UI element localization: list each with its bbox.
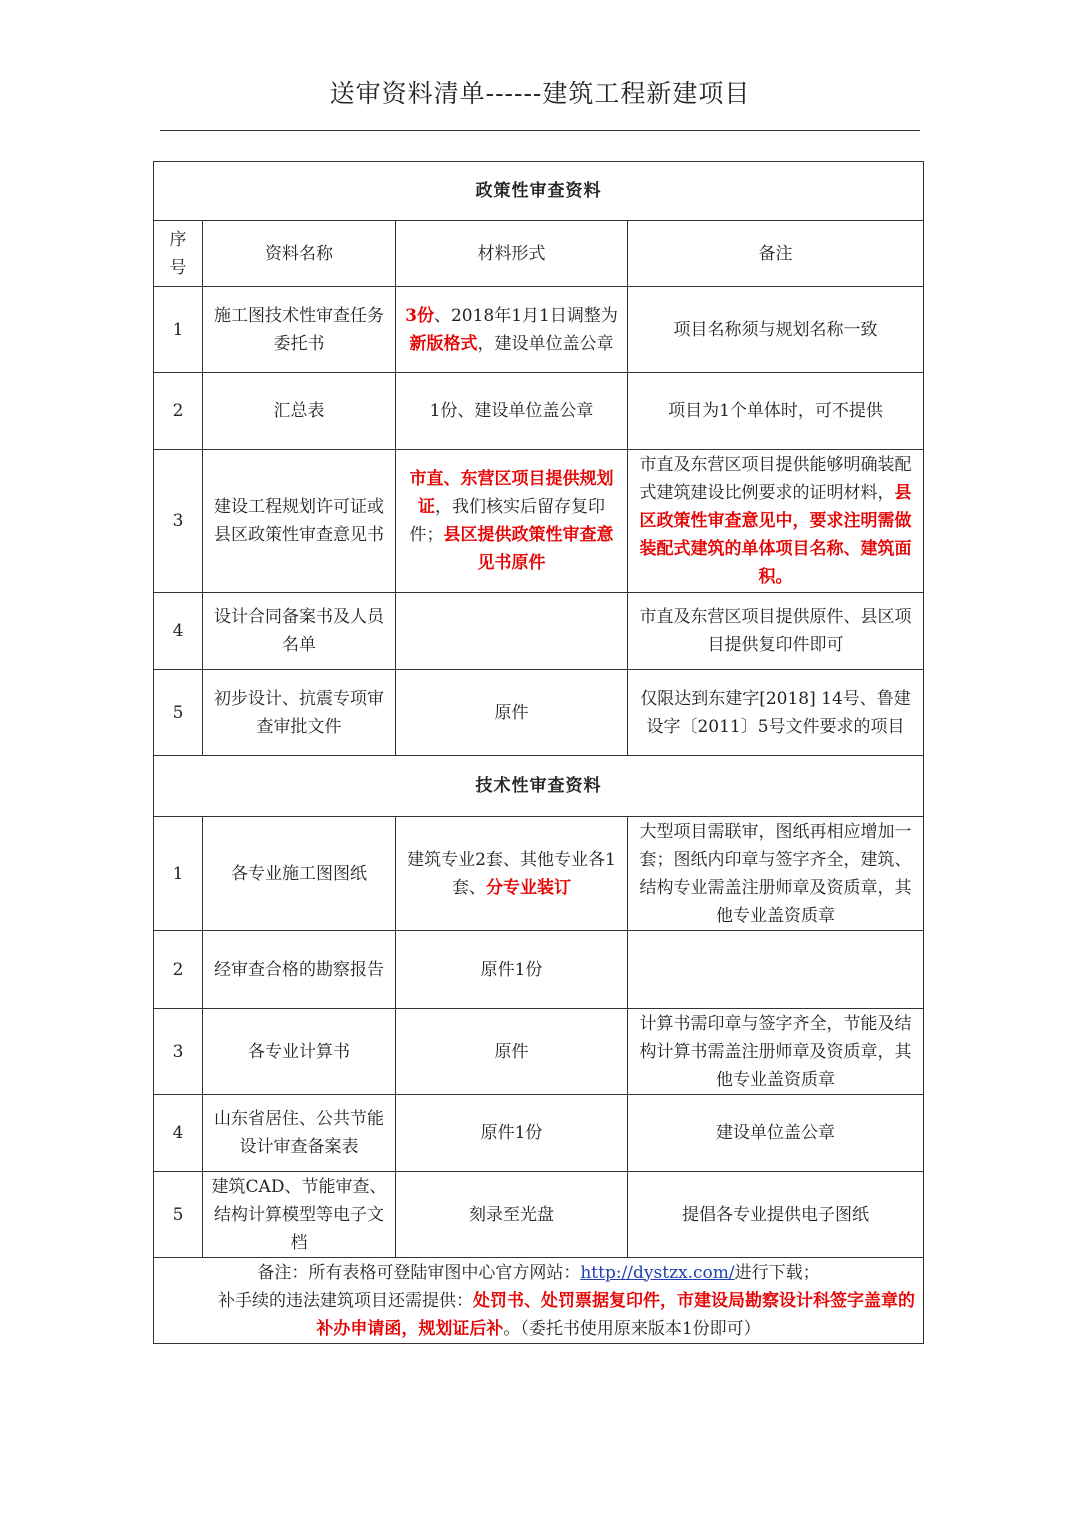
row-seq: 1 xyxy=(154,817,203,931)
header-name: 资料名称 xyxy=(203,221,396,287)
section-title-policy: 政策性审查资料 xyxy=(154,162,924,221)
row-remark xyxy=(628,450,924,593)
body-text: 大型项目需联审，图纸再相应增加一套；图纸内印章与签字齐全，建筑、结构专业需盖注册师章及资质章，其他专业盖资质章 xyxy=(639,821,912,926)
table-row xyxy=(154,931,924,1009)
column-header-row xyxy=(154,221,924,287)
row-remark xyxy=(628,1172,924,1258)
body-text: 原件 xyxy=(494,702,529,723)
body-text: 项目名称须与规划名称一致 xyxy=(673,319,878,340)
row-form xyxy=(396,593,628,670)
row-seq: 3 xyxy=(154,1009,203,1095)
row-form xyxy=(396,450,628,593)
section-title-technical: 技术性审查资料 xyxy=(154,756,924,817)
header-remark: 备注 xyxy=(628,221,924,287)
row-seq: 4 xyxy=(154,593,203,670)
row-remark xyxy=(628,1009,924,1095)
row-remark xyxy=(628,817,924,931)
body-text: 计算书需印章与签字齐全，节能及结构计算书需盖注册师章及资质章，其他专业盖资质章 xyxy=(639,1013,912,1090)
body-text: 建筑专业2套、其他专业各1套、 xyxy=(407,849,616,898)
row-name: 经审查合格的勘察报告 xyxy=(203,931,396,1009)
body-text: 提倡各专业提供电子图纸 xyxy=(682,1204,869,1225)
table-row xyxy=(154,1172,924,1258)
row-remark xyxy=(628,931,924,1009)
footer-line-1 xyxy=(162,1259,915,1287)
body-text: 市直及东营区项目提供能够明确装配式建筑建设比例要求的证明材料， xyxy=(639,455,912,503)
body-text: 1份、建设单位盖公章 xyxy=(429,401,594,421)
row-name: 建筑CAD、节能审查、结构计算模型等电子文档 xyxy=(203,1172,396,1258)
row-seq: 1 xyxy=(154,287,203,373)
row-name: 设计合同备案书及人员名单 xyxy=(203,593,396,670)
row-seq: 2 xyxy=(154,931,203,1009)
website-link[interactable]: http://dystzx.com/ xyxy=(580,1262,735,1283)
footer-suffix: 进行下载； xyxy=(734,1262,820,1283)
row-name: 施工图技术性审查任务委托书 xyxy=(203,287,396,373)
row-form xyxy=(396,931,628,1009)
emphasis-text: 分专业装订 xyxy=(486,877,571,898)
footer-indent xyxy=(162,1291,218,1311)
footer-note xyxy=(154,1258,924,1344)
row-name: 山东省居住、公共节能设计审查备案表 xyxy=(203,1095,396,1172)
row-remark xyxy=(628,373,924,450)
body-text: 市直及东营区项目提供原件、县区项目提供复印件即可 xyxy=(639,607,912,655)
body-text: 仅限达到东建字[2018] 14号、鲁建设字〔2011〕5号文件要求的项目 xyxy=(640,688,911,737)
emphasis-text: 处罚书、处罚票据复印件，市建设局勘察设计科签字盖章的补办申请函，规划证后补 xyxy=(316,1290,915,1339)
row-seq: 3 xyxy=(154,450,203,593)
row-remark xyxy=(628,670,924,756)
row-name: 各专业施工图图纸 xyxy=(203,817,396,931)
section-header-row xyxy=(154,756,924,817)
row-seq: 5 xyxy=(154,670,203,756)
footer-prefix: 备注：所有表格可登陆审图中心官方网站： xyxy=(257,1262,581,1283)
table-row xyxy=(154,593,924,670)
header-form: 材料形式 xyxy=(396,221,628,287)
table-row xyxy=(154,287,924,373)
table-row xyxy=(154,1095,924,1172)
title-divider xyxy=(160,130,920,131)
review-materials-table xyxy=(153,161,924,1344)
emphasis-text: 市直、东营区项目提供规划证 xyxy=(409,469,614,517)
emphasis-text: 县区提供政策性审查意见书原件 xyxy=(443,525,614,573)
table-row xyxy=(154,450,924,593)
row-form xyxy=(396,670,628,756)
row-name: 汇总表 xyxy=(203,373,396,450)
body-text: ，我们核实后留存复印件； xyxy=(409,497,605,545)
row-remark xyxy=(628,1095,924,1172)
row-remark xyxy=(628,287,924,373)
table-row xyxy=(154,373,924,450)
document-title: 送审资料清单------建筑工程新建项目 xyxy=(329,79,751,108)
table-row xyxy=(154,670,924,756)
row-seq: 5 xyxy=(154,1172,203,1258)
footer-note-row xyxy=(154,1258,924,1344)
body-text: 刻录至光盘 xyxy=(469,1204,554,1225)
row-remark xyxy=(628,593,924,670)
body-text: 。（委托书使用原来版本1份即可） xyxy=(503,1318,761,1339)
emphasis-text: 新版格式 xyxy=(409,333,478,354)
row-form xyxy=(396,1009,628,1095)
row-form xyxy=(396,1172,628,1258)
table-row xyxy=(154,1009,924,1095)
row-seq: 2 xyxy=(154,373,203,450)
body-text: ，建设单位盖公章 xyxy=(477,333,614,354)
footer-line-2 xyxy=(162,1287,915,1343)
table-row xyxy=(154,817,924,931)
body-text: 、2018年1月1日调整为 xyxy=(433,305,618,326)
body-text: 补手续的违法建筑项目还需提供： xyxy=(218,1290,473,1311)
row-name: 初步设计、抗震专项审查审批文件 xyxy=(203,670,396,756)
row-form xyxy=(396,287,628,373)
header-seq: 序号 xyxy=(154,221,203,287)
row-form xyxy=(396,1095,628,1172)
row-form xyxy=(396,373,628,450)
body-text: 原件 xyxy=(494,1041,529,1062)
emphasis-text: 县区政策性审查意见中，要求注明需做装配式建筑的单体项目名称、建筑面积。 xyxy=(639,483,912,587)
row-name: 建设工程规划许可证或县区政策性审查意见书 xyxy=(203,450,396,593)
body-text: 原件1份 xyxy=(480,959,543,980)
row-form xyxy=(396,817,628,931)
row-seq: 4 xyxy=(154,1095,203,1172)
body-text: 项目为1个单体时，可不提供 xyxy=(668,401,883,421)
body-text: 原件1份 xyxy=(480,1123,543,1143)
footer-line-2-text xyxy=(218,1291,915,1339)
row-name: 各专业计算书 xyxy=(203,1009,396,1095)
body-text: 建设单位盖公章 xyxy=(716,1123,835,1143)
section-header-row xyxy=(154,162,924,221)
emphasis-text: 3份 xyxy=(405,305,434,326)
